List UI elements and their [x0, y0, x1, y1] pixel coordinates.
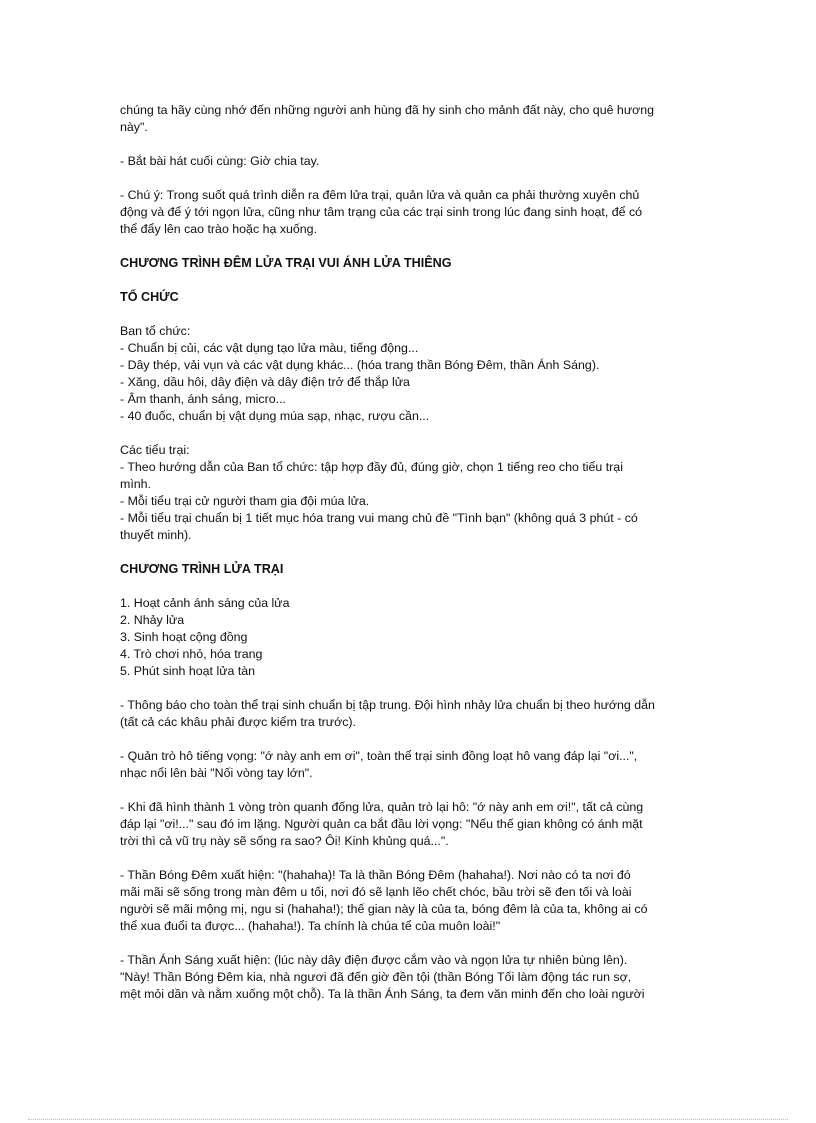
text-line: - Chú ý: Trong suốt quá trình diễn ra đêm lửa trại, quản lửa và quản ca phải thường xuyên chủ [120, 188, 640, 202]
text-line: - Thần Bóng Đêm xuất hiện: "(hahaha)! Ta là thần Bóng Đêm (hahaha!). Nơi nào có ta nơi đó [120, 868, 631, 882]
text-line: - Thần Ánh Sáng xuất hiện: (lúc này dây điện được cắm vào và ngọn lửa tự nhiên bùng lên). [120, 953, 628, 967]
body-paragraph [120, 867, 705, 935]
list-item: 3. Sinh hoạt cộng đồng [120, 630, 248, 644]
list-item: - Chuẩn bị củi, các vật dụng tạo lửa màu, tiếng động... [120, 341, 419, 355]
final-song-paragraph [120, 153, 705, 170]
list-item: Ban tổ chức: [120, 324, 191, 338]
list-item: - Theo hướng dẫn của Ban tổ chức: tập hợp đầy đủ, đúng giờ, chọn 1 tiếng reo cho tiểu trại [120, 460, 623, 474]
section-heading-program-title: CHƯƠNG TRÌNH ĐÊM LỬA TRẠI VUI ÁNH LỬA THIÊNG [120, 256, 452, 270]
text-line: "Này! Thần Bóng Đêm kia, nhà ngươi đã đến giờ đền tội (thần Bóng Tối làm động tác run sợ, [120, 970, 632, 984]
section-heading-campfire-program: CHƯƠNG TRÌNH LỬA TRẠI [120, 562, 284, 576]
list-item: 5. Phút sinh hoạt lửa tàn [120, 664, 256, 678]
list-item: thuyết minh). [120, 528, 192, 542]
closing-paragraph [120, 102, 705, 136]
list-item: 1. Hoạt cảnh ánh sáng của lửa [120, 596, 290, 610]
text-line: - Thông báo cho toàn thể trại sinh chuẩn bị tập trung. Đội hình nhảy lửa chuẩn bị theo hướng dẫn [120, 698, 655, 712]
text-line: (tất cả các khâu phải được kiểm tra trước). [120, 715, 356, 729]
text-line: này". [120, 120, 148, 134]
section-heading-organization: TỔ CHỨC [120, 290, 179, 304]
list-item: - Mỗi tiểu trại cử người tham gia đội múa lửa. [120, 494, 370, 508]
text-line: thể xua đuổi ta được... (hahaha!). Ta chính là chúa tể của muôn loài!" [120, 919, 501, 933]
text-line: chúng ta hãy cùng nhớ đến những người anh hùng đã hy sinh cho mảnh đất này, cho quê hương [120, 103, 655, 117]
text-line: nhạc nổi lên bài "Nối vòng tay lớn". [120, 766, 313, 780]
text-line: mãi mãi sẽ sống trong màn đêm u tối, nơi đó sẽ lạnh lẽo chết chóc, bầu trời sẽ đen tối và loài [120, 885, 632, 899]
text-line: người sẽ mãi mộng mị, ngu si (hahaha!); thế gian này là của ta, bóng đêm là của ta, không ai có [120, 902, 648, 916]
text-line: trời thì cả vũ trụ này sẽ sống ra sao? Ôi! Kinh khủng quá...". [120, 834, 449, 848]
list-item: mình. [120, 477, 151, 491]
page-bottom-divider [28, 1119, 788, 1120]
text-line: - Quản trò hô tiếng vọng: "ớ này anh em ơi", toàn thể trại sinh đồng loạt hô vang đáp lại "ơi...", [120, 749, 638, 763]
text-line: - Bắt bài hát cuối cùng: Giờ chia tay. [120, 154, 320, 168]
text-line: mệt mỏi dần và nằm xuống một chỗ). Ta là thần Ánh Sáng, ta đem văn minh đến cho loài người [120, 987, 645, 1001]
list-item: 2. Nhảy lửa [120, 613, 185, 627]
body-paragraph [120, 952, 705, 1003]
list-item: - Mỗi tiểu trại chuẩn bị 1 tiết mục hóa trang vui mang chủ đề "Tình bạn" (không quá 3 phút - có [120, 511, 638, 525]
list-item: - Xăng, dầu hôi, dây điện và dây điện trở để thắp lửa [120, 375, 410, 389]
program-numbered-list [120, 595, 705, 680]
document-page [120, 102, 705, 1020]
list-item: 4. Trò chơi nhỏ, hóa trang [120, 647, 263, 661]
text-line: - Khi đã hình thành 1 vòng tròn quanh đống lửa, quản trò lại hô: "ớ này anh em ơi!", tất cả cùng [120, 800, 644, 814]
note-paragraph [120, 187, 705, 238]
text-line: động và để ý tới ngọn lửa, cũng như tâm trạng của các trại sinh trong lúc đang sinh hoạt, để có [120, 205, 643, 219]
text-line: thể đẩy lên cao trào hoặc hạ xuống. [120, 222, 318, 236]
list-item: - Âm thanh, ánh sáng, micro... [120, 392, 286, 406]
text-line: đáp lại "ơi!..." sau đó im lặng. Người quản ca bắt đầu lời vọng: "Nếu thế gian không có ánh mặt [120, 817, 643, 831]
sub-camps-list [120, 442, 705, 544]
body-paragraph [120, 697, 705, 731]
body-paragraph [120, 748, 705, 782]
list-item: Các tiểu trại: [120, 443, 190, 457]
body-paragraph [120, 799, 705, 850]
list-item: - 40 đuốc, chuẩn bị vật dụng múa sạp, nhạc, rượu cần... [120, 409, 430, 423]
list-item: - Dây thép, vải vụn và các vật dụng khác... (hóa trang thần Bóng Đêm, thần Ánh Sáng). [120, 358, 600, 372]
organizers-list [120, 323, 705, 425]
